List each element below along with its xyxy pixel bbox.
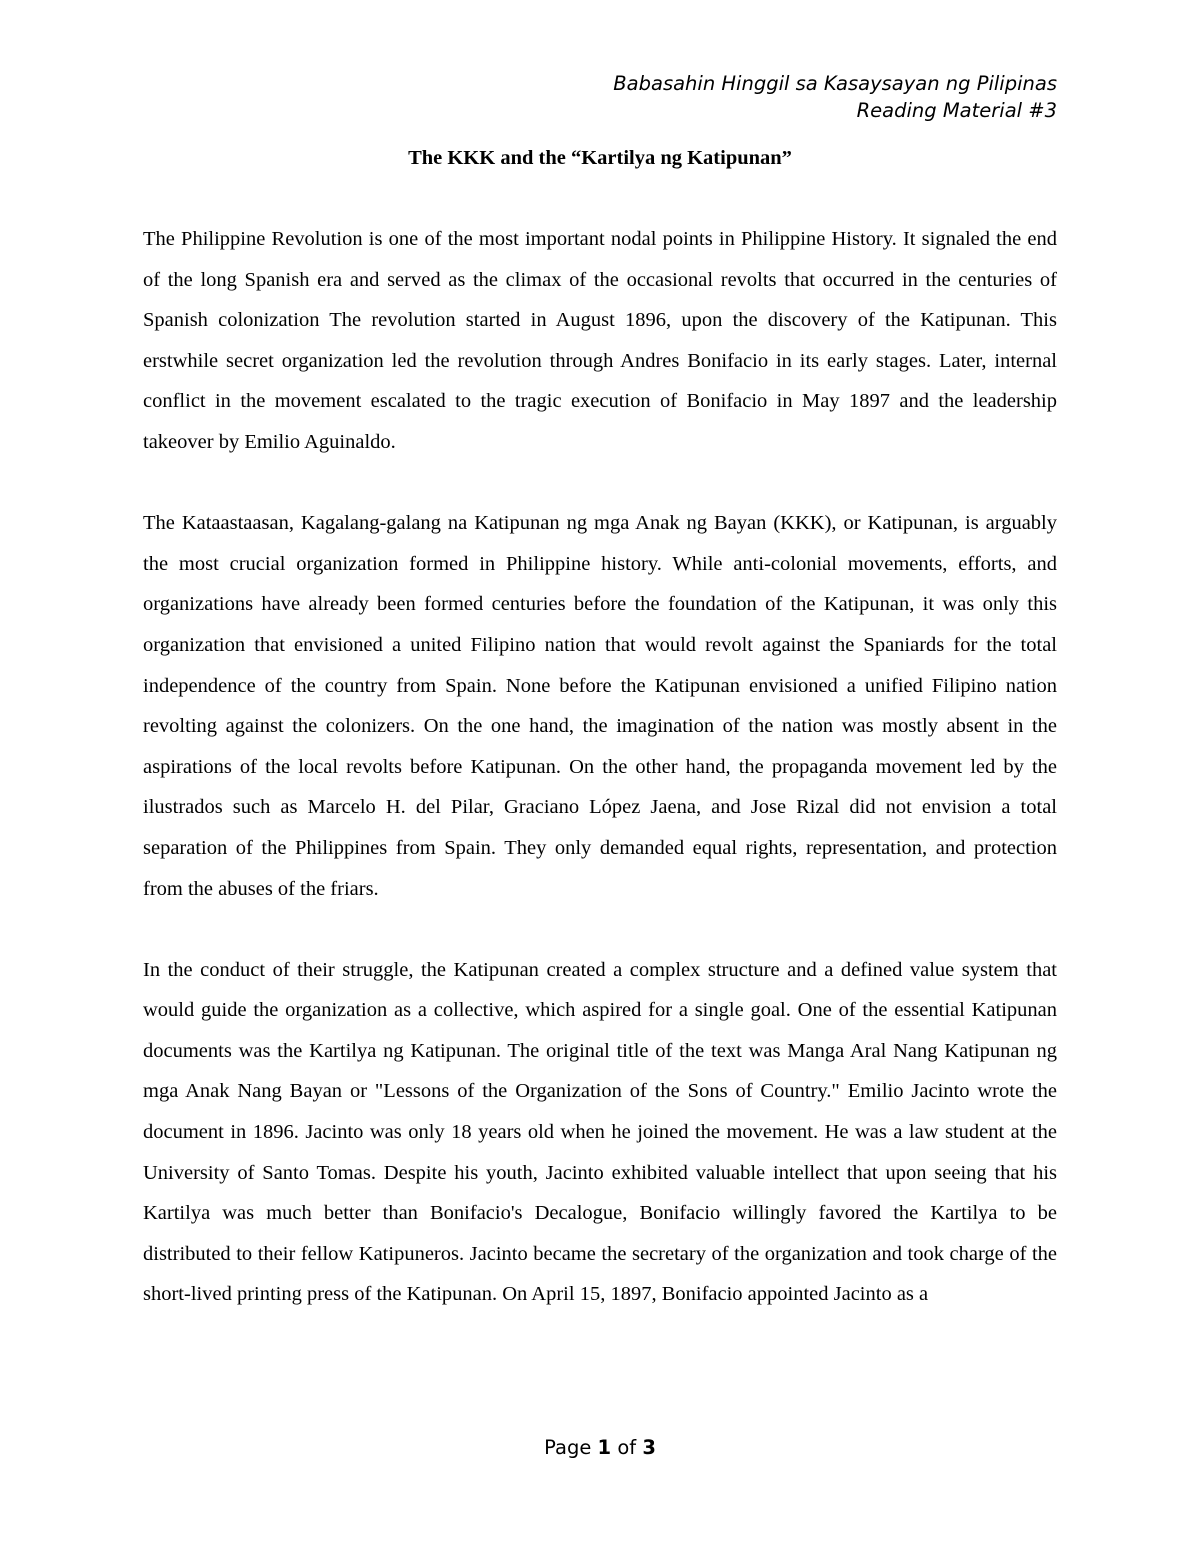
paragraph-revolution: The Philippine Revolution is one of the most important nodal points in Philippine History. It signaled the end of the long Spanish era and served as the climax of the occasional revolts that occurred in the centuries of Spanish colonization The revolution started in August 1896, upon the discovery of the Katipunan. This erstwhile secret organization led the revolution through Andres Bonifacio in its early stages. Later, internal conflict in the movement escalated to the tragic execution of Bonifacio in May 1897 and the leadership takeover by Emilio Aguinaldo.	[143, 228, 1057, 453]
paragraph-kkk: The Kataastaasan, Kagalang-galang na Katipunan ng mga Anak ng Bayan (KKK), or Katipunan, is arguably the most crucial organization formed in Philippine history. While anti-colonial movements, efforts, and organizations have already been formed centuries before the foundation of the Katipunan, it was only this organization that envisioned a united Filipino nation that would revolt against the Spaniards for the total independence of the country from Spain. None before the Katipunan envisioned a unified Filipino nation revolting against the colonizers. On the one hand, the imagination of the nation was mostly absent in the aspirations of the local revolts before Katipunan. On the other hand, the propaganda movement led by the ilustrados such as Marcelo H. del Pilar, Graciano López Jaena, and Jose Rizal did not envision a total separation of the Philippines from Spain. They only demanded equal rights, representation, and protection from the abuses of the friars.	[143, 512, 1057, 900]
footer-page-label: Page	[544, 1436, 592, 1459]
document-title: The KKK and the “Kartilya ng Katipunan”	[408, 147, 792, 169]
document-body	[143, 219, 1057, 1315]
footer-of-label: of	[617, 1436, 637, 1459]
page-footer	[0, 1434, 1200, 1462]
header-reading-number: Reading Material #3	[856, 99, 1057, 122]
footer-current-page: 1	[597, 1436, 612, 1459]
header-series-title: Babasahin Hinggil sa Kasaysayan ng Pilipinas	[613, 72, 1057, 95]
footer-total-pages: 3	[642, 1436, 656, 1459]
paragraph-kartilya: In the conduct of their struggle, the Katipunan created a complex structure and a defined value system that would guide the organization as a collective, which aspired for a single goal. One of the essential Katipunan documents was the Kartilya ng Katipunan. The original title of the text was Manga Aral Nang Katipunan ng mga Anak Nang Bayan or "Lessons of the Organization of the Sons of Country." Emilio Jacinto wrote the document in 1896. Jacinto was only 18 years old when he joined the movement. He was a law student at the University of Santo Tomas. Despite his youth, Jacinto exhibited valuable intellect that upon seeing that his Kartilya was much better than Bonifacio's Decalogue, Bonifacio willingly favored the Kartilya to be distributed to their fellow Katipuneros. Jacinto became the secretary of the organization and took charge of the short-lived printing press of the Katipunan. On April 15, 1897, Bonifacio appointed Jacinto as a	[143, 958, 1057, 1306]
running-header	[613, 70, 1057, 124]
